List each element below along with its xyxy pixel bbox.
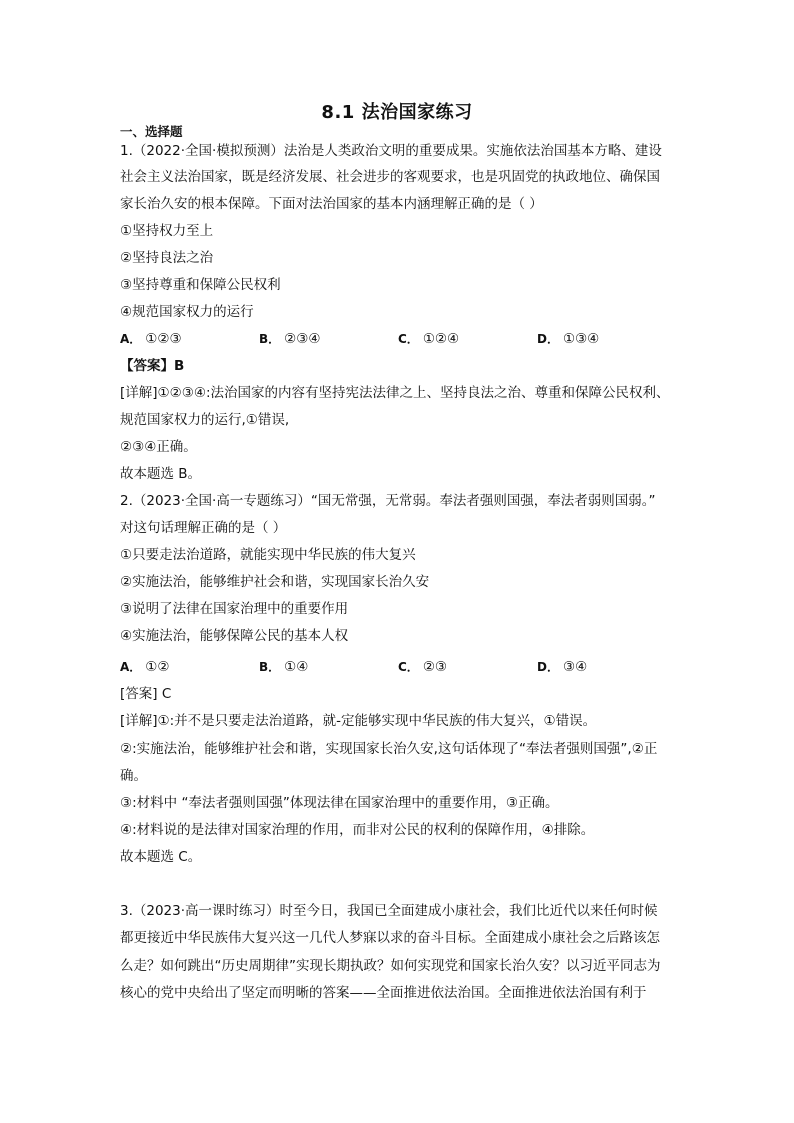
q1-choice-a	[120, 329, 182, 349]
q1-stem-line-1: 1.（2022·全国·模拟预测）法治是人类政治文明的重要成果。实施依法治国基本方略、建设	[120, 143, 662, 159]
q1-choice-b-letter: B．	[259, 332, 281, 346]
q2-choice-a	[120, 657, 170, 677]
q1-detail-line-2: 规范国家权力的运行,①错误,	[120, 412, 290, 428]
q1-stem-line-2: 社会主义法治国家，既是经济发展、社会进步的客观要求，也是巩固党的执政地位、确保国	[120, 169, 660, 185]
q1-detail-line-1: [详解]①②③④:法治国家的内容有坚持宪法法律之上、坚持良法之治、尊重和保障公民权利、	[120, 385, 670, 401]
q2-detail-line-2: ②:实施法治，能够维护社会和谐，实现国家长治久安,这句话体现了“奉法者强则国强”,②正	[120, 741, 658, 757]
q3-stem-line-1: 3.（2023·高一课时练习）时至今日，我国已全面建成小康社会，我们比近代以来任何时候	[120, 903, 658, 919]
q3-stem-line-4: 核心的党中央给出了坚定而明晰的答案——全面推进依法治国。全面推进依法治国有利于	[120, 985, 647, 1001]
q2-stem-line-1: 2.（2023·全国·高一专题练习）“国无常强，无常弱。奉法者强则国强，奉法者弱则国弱。”	[120, 493, 656, 509]
q3-stem-line-3: 么走？如何跳出“历史周期律”实现长期执政？如何实现党和国家长治久安？以习近平同志为	[120, 958, 661, 974]
q1-choice-c-letter: C．	[398, 332, 419, 346]
q2-stem-line-2: 对这句话理解正确的是（ ）	[120, 520, 287, 536]
q1-choice-a-letter: A．	[120, 332, 142, 346]
q2-option-2: ②实施法治，能够维护社会和谐，实现国家长治久安	[120, 574, 430, 590]
q2-detail-line-5: ④:材料说的是法律对国家治理的作用，而非对公民的权利的保障作用，④排除。	[120, 822, 595, 838]
q1-option-1: ①坚持权力至上	[120, 223, 214, 239]
q2-choice-c-text: ②③	[422, 659, 448, 675]
q2-choice-b	[259, 657, 308, 677]
section-title: 一、选择题	[120, 124, 183, 139]
q2-detail-line-1: [详解]①:并不是只要走法治道路，就-定能够实现中华民族的伟大复兴，①错误。	[120, 713, 597, 729]
q1-choice-c	[398, 329, 459, 349]
q2-detail-line-4: ③:材料中 “奉法者强则国强”体现法律在国家治理中的重要作用，③正确。	[120, 795, 559, 811]
q3-stem-line-2: 都更接近中华民族伟大复兴这一几代人梦寐以求的奋斗目标。全面建成小康社会之后路该怎	[120, 930, 660, 946]
q1-option-3: ③坚持尊重和保障公民权利	[120, 277, 281, 293]
q1-answer: 【答案】B	[120, 358, 185, 374]
q1-option-2: ②坚持良法之治	[120, 250, 214, 266]
q2-choice-c	[398, 657, 447, 677]
page-title: 8.1 法治国家练习	[321, 102, 473, 123]
q2-option-3: ③说明了法律在国家治理中的重要作用	[120, 601, 349, 617]
q1-choice-c-text: ①②④	[422, 331, 460, 347]
q1-choice-b	[259, 329, 320, 349]
q1-choice-d-text: ①③④	[562, 331, 600, 347]
q1-choice-a-text: ①②③	[145, 331, 182, 347]
q1-option-4: ④规范国家权力的运行	[120, 304, 254, 320]
q2-choice-b-text: ①④	[284, 659, 309, 675]
q1-choice-b-text: ②③④	[284, 331, 321, 347]
q2-answer: [答案] C	[120, 686, 172, 702]
q2-choice-c-letter: C．	[398, 660, 419, 674]
q2-detail-line-3: 确。	[120, 768, 147, 784]
q2-choice-b-letter: B．	[259, 660, 281, 674]
q2-conclusion: 故本题选 C。	[120, 849, 202, 865]
q2-choice-a-text: ①②	[145, 659, 170, 675]
q1-choice-d	[537, 329, 599, 349]
q1-stem-line-3: 家长治久安的根本保障。下面对法治国家的基本内涵理解正确的是（ ）	[120, 196, 543, 212]
q2-choice-a-letter: A．	[120, 660, 142, 674]
q1-detail-line-3: ②③④正确。	[120, 439, 197, 455]
q1-choice-d-letter: D．	[537, 332, 559, 346]
q1-conclusion: 故本题选 B。	[120, 466, 202, 482]
q2-choice-d-letter: D．	[537, 660, 559, 674]
q2-option-1: ①只要走法治道路，就能实现中华民族的伟大复兴	[120, 547, 416, 563]
q2-choice-d-text: ③④	[562, 659, 588, 675]
q2-choice-d	[537, 657, 587, 677]
q2-option-4: ④实施法治，能够保障公民的基本人权	[120, 628, 349, 644]
